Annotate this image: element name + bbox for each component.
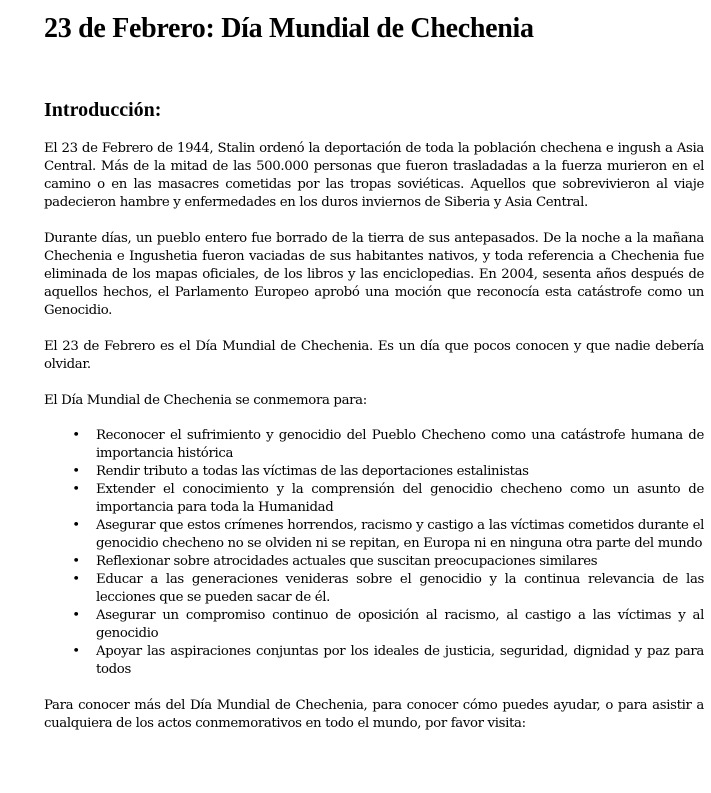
bullet-icon: • (72, 572, 80, 587)
bullet-icon: • (72, 644, 80, 659)
bullet-icon: • (72, 482, 80, 497)
list-item-text: Asegurar que estos crímenes horrendos, racismo y castigo a las víctimas cometidos durante el genocidio checheno no se olviden ni se repitan, en Europa ni en ninguna otra parte del mundo (96, 518, 704, 551)
list-item-text: Reflexionar sobre atrocidades actuales que suscitan preocupaciones similares (96, 554, 598, 569)
bullet-icon: • (72, 428, 80, 443)
bullet-icon: • (72, 608, 80, 623)
list-item-text: Extender el conocimiento y la comprensión del genocidio checheno como un asunto de importancia para toda la Humanidad (96, 482, 704, 515)
list-item (44, 481, 704, 517)
list-item (44, 571, 704, 607)
list-item-text: Educar a las generaciones venideras sobre el genocidio y la continua relevancia de las lecciones que se pueden sacar de él. (96, 572, 704, 605)
paragraph-closing-visit: Para conocer más del Día Mundial de Chechenia, para conocer cómo puedes ayudar, o para asistir a cualquiera de los actos conmemorativos en todo el mundo, por favor visita: (44, 698, 704, 731)
document-title: 23 de Febrero: Día Mundial de Chechenia (44, 13, 534, 44)
paragraph-erased-people: Durante días, un pueblo entero fue borrado de la tierra de sus antepasados. De la noche a la mañana Chechenia e Ingushetia fueron vaciadas de sus habitantes nativos, y toda referencia a Chechenia fue eliminada de los mapas oficiales, de los libros y las enciclopedias. En 2004, sesenta años después de aquellos hechos, el Parlamento Europeo aprobó una moción que reconocía esta catástrofe como un Genocidio. (44, 231, 704, 318)
list-item (44, 463, 704, 481)
list-item-text: Apoyar las aspiraciones conjuntas por los ideales de justicia, seguridad, dignidad y paz para todos (96, 644, 704, 677)
document-page (44, 0, 704, 733)
paragraph-commemoration-intro: El Día Mundial de Chechenia se conmemora para: (44, 393, 367, 408)
bullet-icon: • (72, 464, 80, 479)
list-item-text: Asegurar un compromiso continuo de oposición al racismo, al castigo a las víctimas y al genocidio (96, 608, 704, 641)
list-item (44, 553, 704, 571)
paragraph-deportation: El 23 de Febrero de 1944, Stalin ordenó la deportación de toda la población chechena e ingush a Asia Central. Más de la mitad de las 500.000 personas que fueron trasladadas a la fuerza murieron en el camino o en las masacres cometidas por las tropas soviéticas. Aquellos que sobrevivieron al viaje padecieron hambre y enfermedades en los duros inviernos de Siberia y Asia Central. (44, 141, 704, 210)
list-item-text: Rendir tributo a todas las víctimas de las deportaciones estalinistas (96, 464, 529, 479)
list-item-text: Reconocer el sufrimiento y genocidio del Pueblo Checheno como una catástrofe humana de importancia histórica (96, 428, 704, 461)
list-item (44, 517, 704, 553)
paragraph-world-day: El 23 de Febrero es el Día Mundial de Chechenia. Es un día que pocos conocen y que nadie debería olvidar. (44, 339, 704, 372)
bullet-icon: • (72, 554, 80, 569)
list-item (44, 427, 704, 463)
list-item (44, 643, 704, 679)
bullet-icon: • (72, 518, 80, 533)
list-item (44, 607, 704, 643)
section-heading-introduction: Introducción: (44, 99, 162, 121)
commemoration-purpose-list (44, 427, 704, 679)
